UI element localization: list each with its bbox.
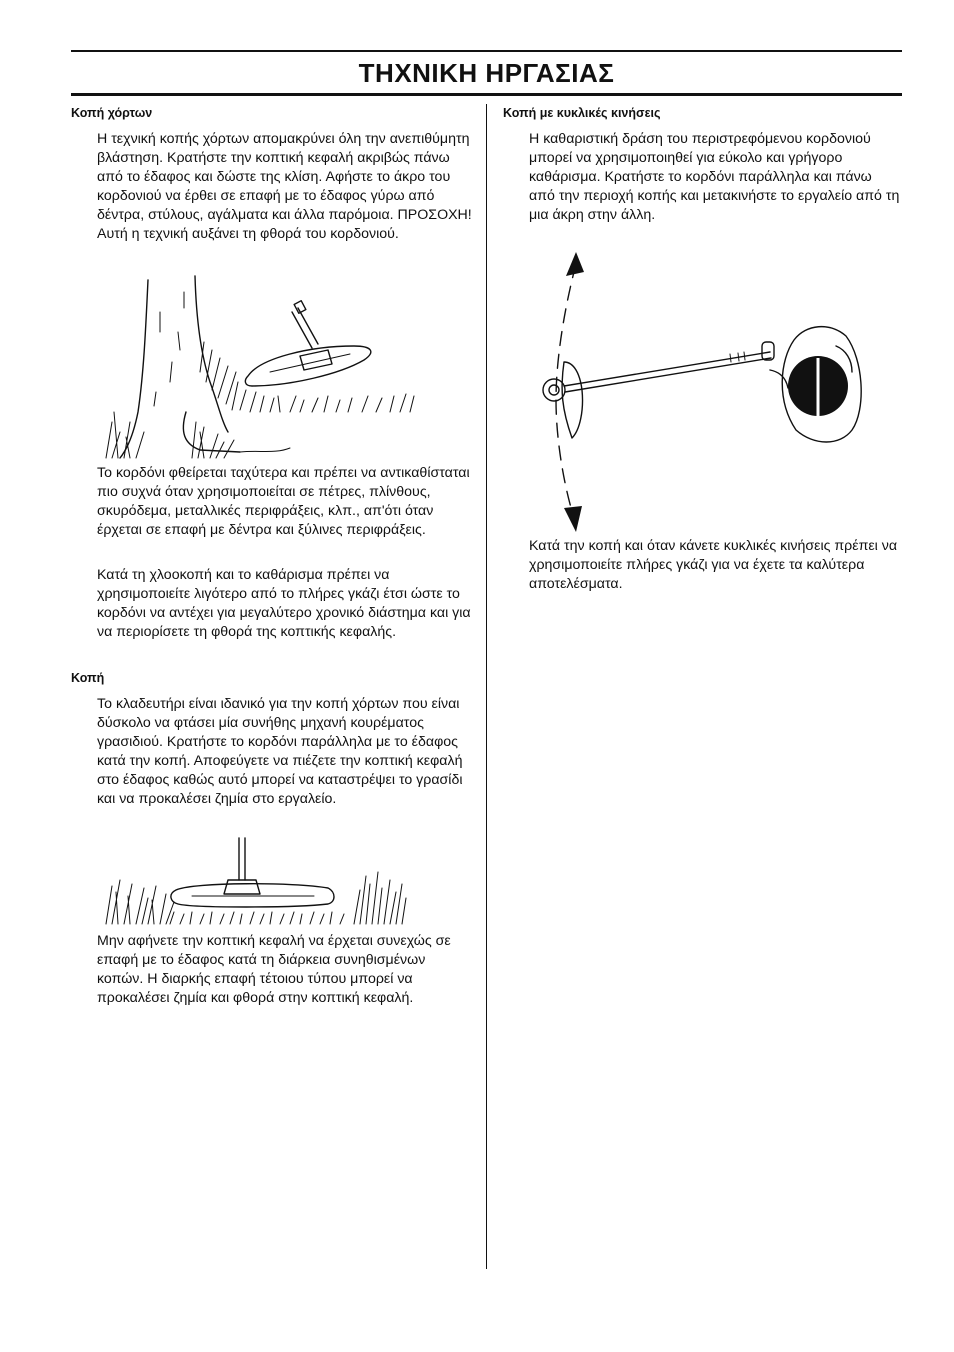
- tree-trimming-illustration: [100, 272, 420, 460]
- paragraph-grass-cutting-1: Η τεχνική κοπής χόρτων απομακρύνει όλη την ανεπιθύμητη βλάστηση. Κρατήστε την κοπτική κεφαλή ακριβώς πάνω από το έδαφος και δώστε της κλίση. Αφήστε το άκρο του κορδονιού να έρθει σε επαφή με το έδαφος γύρω από δέντρα, στύλους, αγάλματα και άλλα παρόμοια. ΠΡΟΣΟΧΗ! Αυτή η τεχνική αυξάνει τη φθορά του κορδονιού.: [97, 131, 472, 243]
- section-heading-grass-cutting: Κοπή χόρτων: [71, 106, 153, 120]
- arrow-down-icon: [564, 506, 582, 532]
- column-divider: [486, 104, 487, 1269]
- section-heading-cutting: Κοπή: [71, 671, 105, 685]
- title-rule: [71, 93, 902, 96]
- level-cutting-illustration: [104, 836, 414, 928]
- page-title: ΤΗΧΝΙΚΗ ΗΡΓΑΣΙΑΣ: [358, 58, 615, 88]
- sweeping-illustration: [530, 250, 870, 540]
- paragraph-cutting-2: Μην αφήνετε την κοπτική κεφαλή να έρχεται συνεχώς σε επαφή με το έδαφος κατά τη διάρκεια συνηθισμένων κοπών. Η διαρκής επαφή τέτοιου τύπου μπορεί να προκαλέσει ζημία και φθορά στην κοπτική κεφαλή.: [97, 933, 451, 1007]
- top-rule: [71, 50, 902, 52]
- paragraph-cutting-1: Το κλαδευτήρι είναι ιδανικό για την κοπή χόρτων που είναι δύσκολο να φτάσει μία συνήθης μηχανή κουρέματος γρασιδιού. Κρατήστε το κορδόνι παράλληλα με το έδαφος κατά την κοπή. Αποφεύγετε να πιέζετε την κοπτική κεφαλή στο έδαφος καθώς αυτό μπορεί να καταστρέψει το γρασίδι και να προκαλέσει ζημία στο εργαλείο.: [97, 696, 463, 808]
- section-heading-sweeping: Κοπή με κυκλικές κινήσεις: [503, 106, 661, 120]
- paragraph-sweeping-2: Κατά την κοπή και όταν κάνετε κυκλικές κινήσεις πρέπει να χρησιμοποιείτε πλήρες γκάζι για να έχετε τα καλύτερα αποτελέσματα.: [529, 538, 898, 593]
- paragraph-sweeping-1: Η καθαριστική δράση του περιστρεφόμενου κορδονιού μπορεί να χρησιμοποιηθεί για εύκολο και γρήγορο καθάρισμα. Κρατήστε το κορδόνι παράλληλα και πάνω από την περιοχή κοπής και μετακινήστε το εργαλείο από τη μια άκρη στην άλλη.: [529, 131, 900, 224]
- paragraph-grass-cutting-3: Κατά τη χλοοκοπή και το καθάρισμα πρέπει να χρησιμοποιείτε λιγότερο από το πλήρες γκάζι έτσι ώστε το κορδόνι να αντέχει για μεγαλύτερο χρονικό διάστημα και για να περιορίσετε τη φθορά της κοπτικής κεφαλής.: [97, 567, 471, 641]
- arrow-up-icon: [566, 252, 584, 276]
- paragraph-grass-cutting-2: Το κορδόνι φθείρεται ταχύτερα και πρέπει να αντικαθίσταται πιο συχνά όταν χρησιμοποιείται σε πέτρες, πλίνθους, σκυρόδεμα, μεταλλικές περιφράξεις, κλπ., απ'ότι όταν έρχεται σε επαφή με δέντρα και ξύλινες περιφράξεις.: [97, 465, 470, 539]
